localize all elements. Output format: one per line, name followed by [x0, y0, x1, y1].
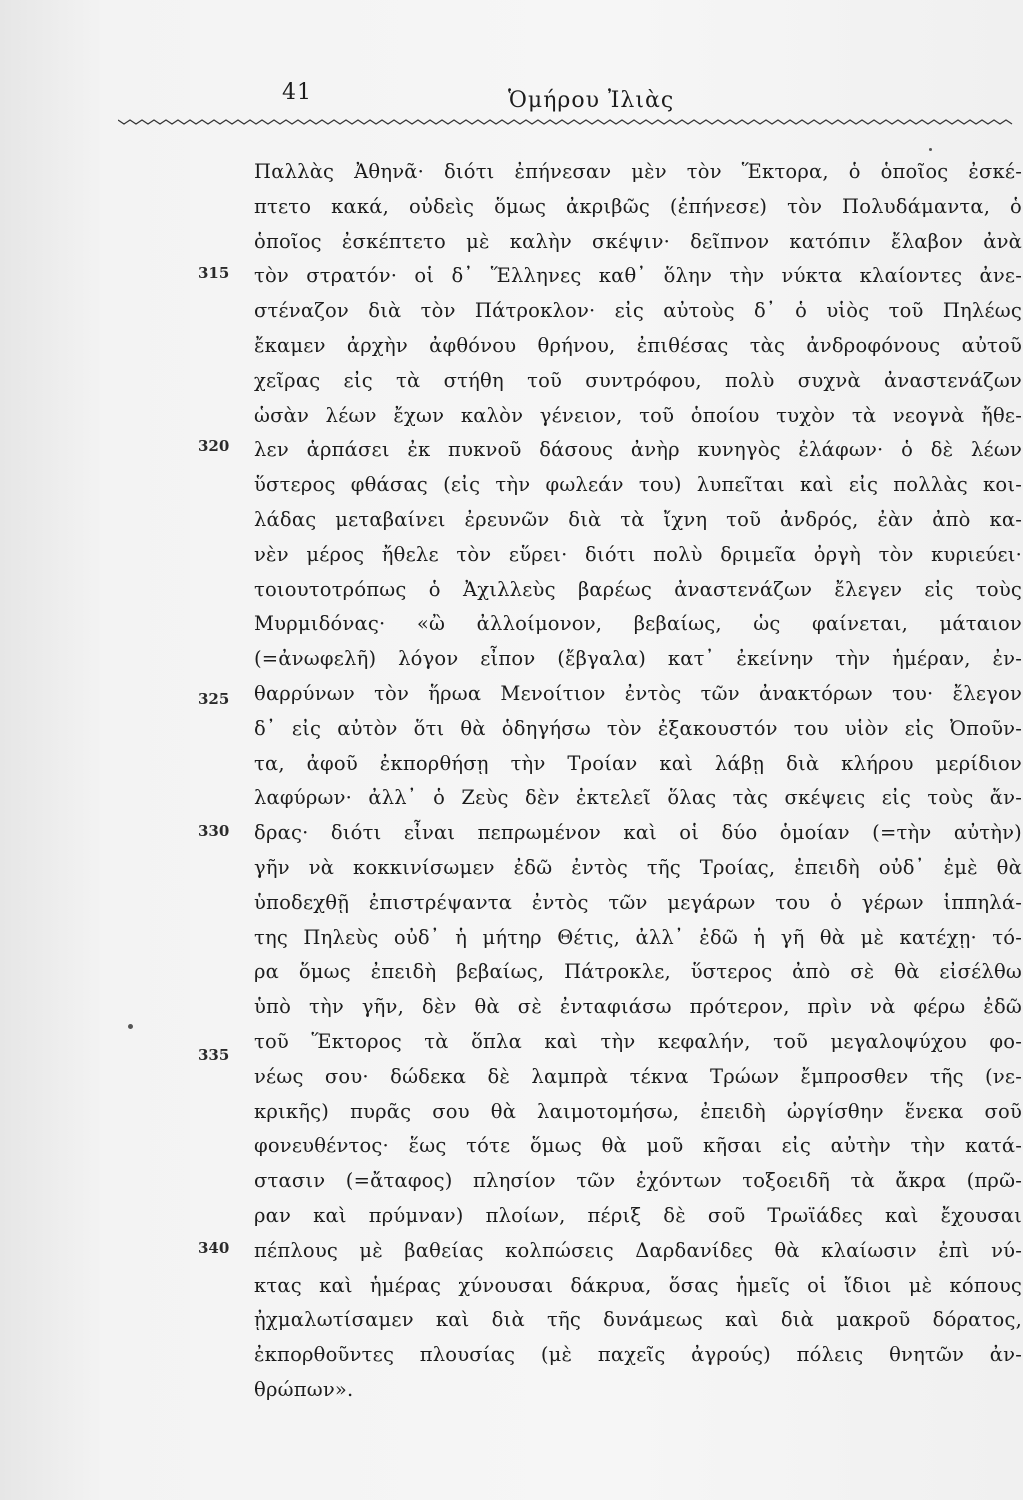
text-line: πτετο κακά, οὐδεὶς ὅμως ἀκριβῶς (ἐπήνεσε) τὸν Πολυδάμαντα, ὁ [254, 194, 1022, 218]
text-line: ᾐχμαλωτίσαμεν καὶ διὰ τῆς δυνάμεως καὶ διὰ μακροῦ δόρατος, [254, 1308, 1022, 1332]
text-line: τοιουτοτρόπως ὁ Ἀχιλλεὺς βαρέως ἀναστενάζων ἔλεγεν εἰς τοὺς [254, 577, 1022, 601]
text-line: λεν ἁρπάσει ἐκ πυκνοῦ δάσους ἀνὴρ κυνηγὸς ἐλάφων· ὁ δὲ λέων [254, 438, 1022, 462]
text-line: ἐκπορθοῦντες πλουσίας (μὲ παχεῖς ἀγρούς) πόλεις θνητῶν ἀν- [254, 1343, 1022, 1367]
line-number-335: 335 [198, 1046, 230, 1064]
body-text [254, 155, 1022, 1408]
text-line: τὸν στρατόν· οἱ δ᾽ Ἕλληνες καθ᾽ ὅλην τὴν νύκτα κλαίοντες ἀνε- [254, 264, 1022, 288]
text-line: κτας καὶ ἡμέρας χύνουσαι δάκρυα, ὅσας ἡμεῖς οἱ ἴδιοι μὲ κόπους [254, 1273, 1022, 1297]
text-line: ὑπὸ τὴν γῆν, δὲν θὰ σὲ ἐνταφιάσω πρότερον, πρὶν νὰ φέρω ἐδῶ [254, 995, 1022, 1019]
text-line: νέως σου· δώδεκα δὲ λαμπρὰ τέκνα Τρώων ἔμπροσθεν τῆς (νε- [254, 1064, 1022, 1088]
text-line: χεῖρας εἰς τὰ στήθη τοῦ συντρόφου, πολὺ συχνὰ ἀναστενάζων [254, 368, 1022, 392]
print-speck [128, 1024, 133, 1029]
print-speck [929, 148, 932, 151]
text-line: ρα ὅμως ἐπειδὴ βεβαίως, Πάτροκλε, ὕστερος ἀπὸ σὲ θὰ εἰσέλθω [254, 960, 1022, 984]
text-line: ὕστερος φθάσας (εἰς τὴν φωλεάν του) λυπεῖται καὶ εἰς πολλὰς κοι- [254, 473, 1022, 497]
line-number-325: 325 [198, 690, 230, 708]
page-number: 41 [282, 80, 312, 105]
text-line: νὲν μέρος ἤθελε τὸν εὕρει· διότι πολὺ δριμεῖα ὀργὴ τὸν κυριεύει· [254, 542, 1022, 566]
text-line: γῆν νὰ κοκκινίσωμεν ἐδῶ ἐντὸς τῆς Τροίας, ἐπειδὴ οὐδ᾽ ἐμὲ θὰ [254, 855, 1022, 879]
text-line: δ᾽ εἰς αὐτὸν ὅτι θὰ ὁδηγήσω τὸν ἐξακουστόν του υἱὸν εἰς Ὀποῦν- [254, 716, 1022, 740]
text-line: (=ἀνωφελῆ) λόγον εἶπον (ἔβγαλα) κατ᾽ ἐκείνην τὴν ἡμέραν, ἐν- [254, 647, 1022, 671]
text-line: ὁποῖος ἐσκέπτετο μὲ καλὴν σκέψιν· δεῖπνον κατόπιν ἔλαβον ἀνὰ [254, 229, 1022, 253]
text-line: στασιν (=ἄταφος) πλησίον τῶν ἐχόντων τοξοειδῆ τὰ ἄκρα (πρῶ- [254, 1169, 1022, 1193]
text-line: θαρρύνων τὸν ἥρωα Μενοίτιον ἐντὸς τῶν ἀνακτόρων του· ἔλεγον [254, 681, 1022, 705]
text-line: πέπλους μὲ βαθείας κολπώσεις Δαρδανίδες θὰ κλαίωσιν ἐπὶ νύ- [254, 1238, 1022, 1262]
text-line: ὑποδεχθῇ ἐπιστρέψαντα ἐντὸς τῶν μεγάρων του ὁ γέρων ἱππηλά- [254, 890, 1022, 914]
line-number-315: 315 [198, 264, 230, 282]
text-line: τοῦ Ἕκτορος τὰ ὅπλα καὶ τὴν κεφαλήν, τοῦ μεγαλοψύχου φο- [254, 1029, 1022, 1053]
text-line: ὡσὰν λέων ἔχων καλὸν γένειον, τοῦ ὁποίου τυχὸν τὰ νεογνὰ ἤθε- [254, 403, 1022, 427]
page-header [0, 76, 1023, 126]
text-line: φονευθέντος· ἕως τότε ὅμως θὰ μοῦ κῆσαι εἰς αὐτὴν τὴν κατά- [254, 1134, 1022, 1158]
text-line: δρας· διότι εἶναι πεπρωμένον καὶ οἱ δύο ὁμοίαν (=τὴν αὐτὴν) [254, 821, 1022, 845]
running-title: Ὁμήρου Ἰλιὰς [508, 88, 675, 113]
line-number-320: 320 [198, 437, 230, 455]
text-line: της Πηλεὺς οὐδ᾽ ἡ μήτηρ Θέτις, ἀλλ᾽ ἐδῶ ἡ γῆ θὰ μὲ κατέχῃ· τό- [254, 925, 1022, 949]
text-line: θρώπων». [254, 1377, 354, 1401]
line-number-340: 340 [198, 1239, 230, 1257]
text-line: ἔκαμεν ἀρχὴν ἀφθόνου θρήνου, ἐπιθέσας τὰς ἀνδροφόνους αὐτοῦ [254, 333, 1022, 357]
text-line: λάδας μεταβαίνει ἐρευνῶν διὰ τὰ ἴχνη τοῦ ἀνδρός, ἐὰν ἀπὸ κα- [254, 507, 1022, 531]
text-line: τα, ἀφοῦ ἐκπορθήσῃ τὴν Τροίαν καὶ λάβῃ διὰ κλήρου μερίδιον [254, 751, 1022, 775]
line-number-330: 330 [198, 822, 230, 840]
text-line: στέναζον διὰ τὸν Πάτροκλον· εἰς αὐτοὺς δ᾽ ὁ υἱὸς τοῦ Πηλέως [254, 299, 1022, 323]
text-line: κρικῆς) πυρᾶς σου θὰ λαιμοτομήσω, ἐπειδὴ ὠργίσθην ἕνεκα σοῦ [254, 1099, 1022, 1123]
text-line: Μυρμιδόνας· «ὢ ἀλλοίμονον, βεβαίως, ὡς φαίνεται, μάταιον [254, 612, 1022, 636]
text-line: Παλλὰς Ἀθηνᾶ· διότι ἐπήνεσαν μὲν τὸν Ἕκτορα, ὁ ὁποῖος ἐσκέ- [254, 160, 1022, 183]
text-line: ραν καὶ πρύμναν) πλοίων, πέριξ δὲ σοῦ Τρωϊάδες καὶ ἔχουσαι [254, 1203, 1022, 1227]
text-line: λαφύρων· ἀλλ᾽ ὁ Ζεὺς δὲν ἐκτελεῖ ὅλας τὰς σκέψεις εἰς τοὺς ἄν- [254, 786, 1022, 810]
header-rule [118, 118, 1013, 126]
